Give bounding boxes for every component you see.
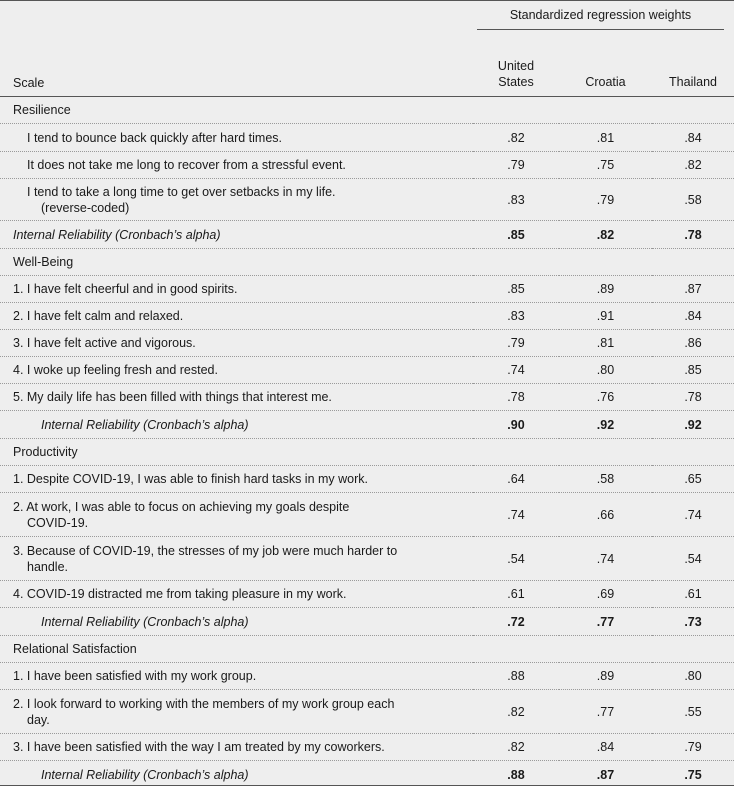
table-row xyxy=(0,493,734,537)
thailand-value: .84 xyxy=(652,303,734,330)
thailand-reliability: .78 xyxy=(652,221,734,249)
thailand-value: .54 xyxy=(652,537,734,581)
item-label-line-2: handle. xyxy=(13,559,453,575)
thailand-value: .79 xyxy=(652,734,734,761)
us-reliability: .88 xyxy=(473,761,559,788)
item-label: It does not take me long to recover from a stressful event. xyxy=(0,152,473,179)
item-label-line-2: day. xyxy=(13,712,453,728)
reliability-row xyxy=(0,221,734,249)
reliability-row xyxy=(0,761,734,788)
regression-weights-table xyxy=(0,1,734,788)
section-header-row xyxy=(0,636,734,663)
table-row xyxy=(0,663,734,690)
thailand-value: .84 xyxy=(652,124,734,152)
table-row xyxy=(0,537,734,581)
table-row xyxy=(0,276,734,303)
table-row xyxy=(0,330,734,357)
us-value: .82 xyxy=(473,734,559,761)
croatia-value: .76 xyxy=(559,384,652,411)
us-column-header: United States xyxy=(473,33,559,97)
us-value: .74 xyxy=(473,493,559,537)
us-reliability: .72 xyxy=(473,608,559,636)
section-header-row xyxy=(0,249,734,276)
header-column-row xyxy=(0,33,734,97)
thailand-value: .86 xyxy=(652,330,734,357)
croatia-reliability: .87 xyxy=(559,761,652,788)
item-label-line-1: 3. Because of COVID-19, the stresses of my job were much harder to xyxy=(13,543,453,559)
item-label xyxy=(0,537,473,581)
section-header-row xyxy=(0,439,734,466)
section-header-row xyxy=(0,97,734,124)
thailand-value: .55 xyxy=(652,690,734,734)
croatia-column-header: Croatia xyxy=(559,33,652,97)
thailand-column-header: Thailand xyxy=(652,33,734,97)
thailand-value: .80 xyxy=(652,663,734,690)
us-value: .85 xyxy=(473,276,559,303)
croatia-value: .89 xyxy=(559,663,652,690)
croatia-value: .77 xyxy=(559,690,652,734)
table-row xyxy=(0,357,734,384)
group-label: Standardized regression weights xyxy=(477,8,724,30)
croatia-value: .80 xyxy=(559,357,652,384)
table-row xyxy=(0,384,734,411)
item-label: 5. My daily life has been filled with things that interest me. xyxy=(0,384,473,411)
section-title: Resilience xyxy=(0,97,734,124)
us-reliability: .85 xyxy=(473,221,559,249)
thailand-value: .85 xyxy=(652,357,734,384)
us-value: .82 xyxy=(473,124,559,152)
thailand-value: .61 xyxy=(652,581,734,608)
item-label: 1. Despite COVID-19, I was able to finish hard tasks in my work. xyxy=(0,466,473,493)
us-value: .88 xyxy=(473,663,559,690)
item-label-line-2: COVID-19. xyxy=(13,515,453,531)
us-value: .82 xyxy=(473,690,559,734)
reliability-label: Internal Reliability (Cronbach’s alpha) xyxy=(0,608,473,636)
thailand-reliability: .75 xyxy=(652,761,734,788)
croatia-value: .91 xyxy=(559,303,652,330)
item-label: 1. I have felt cheerful and in good spirits. xyxy=(0,276,473,303)
us-value: .83 xyxy=(473,179,559,221)
croatia-value: .84 xyxy=(559,734,652,761)
item-label: 3. I have been satisfied with the way I am treated by my coworkers. xyxy=(0,734,473,761)
thailand-value: .87 xyxy=(652,276,734,303)
table-row xyxy=(0,581,734,608)
reliability-row xyxy=(0,608,734,636)
table-row xyxy=(0,179,734,221)
item-label: 3. I have felt active and vigorous. xyxy=(0,330,473,357)
item-label: 4. COVID-19 distracted me from taking pleasure in my work. xyxy=(0,581,473,608)
thailand-value: .82 xyxy=(652,152,734,179)
item-label: I tend to bounce back quickly after hard times. xyxy=(0,124,473,152)
column-group-header xyxy=(473,1,734,33)
croatia-value: .75 xyxy=(559,152,652,179)
us-value: .83 xyxy=(473,303,559,330)
item-label xyxy=(0,493,473,537)
croatia-value: .58 xyxy=(559,466,652,493)
item-label-line-1: 2. I look forward to working with the members of my work group each xyxy=(13,696,453,712)
croatia-value: .81 xyxy=(559,330,652,357)
us-value: .64 xyxy=(473,466,559,493)
us-value: .54 xyxy=(473,537,559,581)
us-value: .74 xyxy=(473,357,559,384)
item-label xyxy=(0,690,473,734)
item-label-line-1: I tend to take a long time to get over setbacks in my life. xyxy=(27,184,453,200)
table-row xyxy=(0,734,734,761)
us-value: .61 xyxy=(473,581,559,608)
thailand-value: .78 xyxy=(652,384,734,411)
thailand-value: .74 xyxy=(652,493,734,537)
croatia-value: .89 xyxy=(559,276,652,303)
section-title: Relational Satisfaction xyxy=(0,636,734,663)
croatia-value: .74 xyxy=(559,537,652,581)
table-row xyxy=(0,690,734,734)
item-label: 4. I woke up feeling fresh and rested. xyxy=(0,357,473,384)
thailand-reliability: .92 xyxy=(652,411,734,439)
thailand-reliability: .73 xyxy=(652,608,734,636)
section-title: Productivity xyxy=(0,439,734,466)
reliability-label: Internal Reliability (Cronbach’s alpha) xyxy=(0,221,473,249)
reliability-label: Internal Reliability (Cronbach’s alpha) xyxy=(0,411,473,439)
table-row xyxy=(0,303,734,330)
table-row xyxy=(0,124,734,152)
us-value: .79 xyxy=(473,152,559,179)
item-label xyxy=(0,179,473,221)
table-row xyxy=(0,152,734,179)
croatia-reliability: .92 xyxy=(559,411,652,439)
us-value: .79 xyxy=(473,330,559,357)
item-label-line-1: 2. At work, I was able to focus on achieving my goals despite xyxy=(13,499,453,515)
thailand-value: .58 xyxy=(652,179,734,221)
croatia-value: .66 xyxy=(559,493,652,537)
item-label-line-2: (reverse-coded) xyxy=(27,200,453,216)
croatia-reliability: .77 xyxy=(559,608,652,636)
header-group-row xyxy=(0,1,734,33)
us-value: .78 xyxy=(473,384,559,411)
croatia-value: .79 xyxy=(559,179,652,221)
reliability-label: Internal Reliability (Cronbach’s alpha) xyxy=(0,761,473,788)
thailand-value: .65 xyxy=(652,466,734,493)
us-reliability: .90 xyxy=(473,411,559,439)
scale-column-header: Scale xyxy=(0,33,473,97)
item-label: 1. I have been satisfied with my work group. xyxy=(0,663,473,690)
reliability-row xyxy=(0,411,734,439)
croatia-value: .81 xyxy=(559,124,652,152)
section-title: Well-Being xyxy=(0,249,734,276)
croatia-value: .69 xyxy=(559,581,652,608)
item-label: 2. I have felt calm and relaxed. xyxy=(0,303,473,330)
croatia-reliability: .82 xyxy=(559,221,652,249)
table-row xyxy=(0,466,734,493)
